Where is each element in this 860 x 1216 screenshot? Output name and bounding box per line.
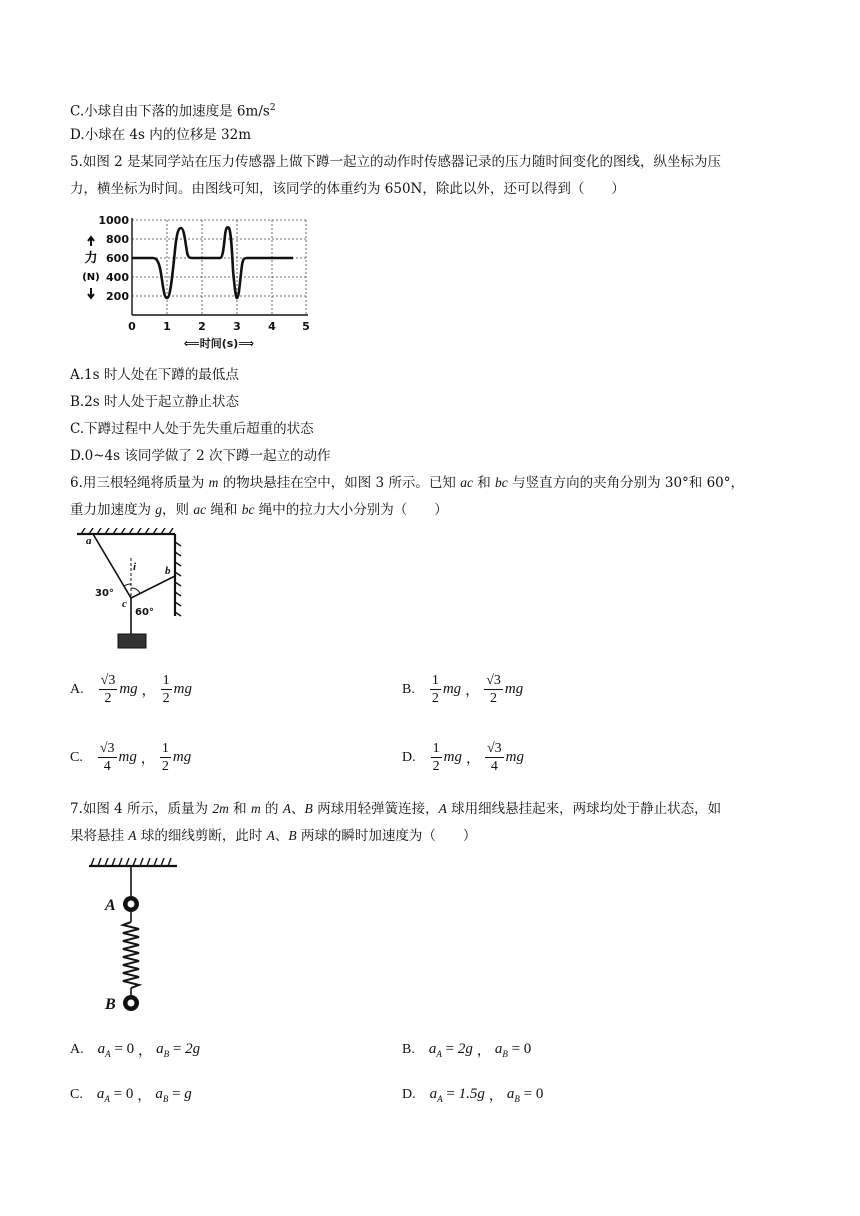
subscript-B: B xyxy=(162,1094,169,1104)
denominator: 4 xyxy=(103,759,111,774)
label-A: A xyxy=(105,897,116,914)
fraction-sqrt3-over-4: $\frac{√3}{4}$ xyxy=(99,741,115,774)
x-tick-label: 3 xyxy=(233,320,241,333)
separator: ， xyxy=(476,1043,491,1059)
var-A: A xyxy=(282,801,292,816)
subscript-A: A xyxy=(105,1049,111,1059)
q5-option-a: A.1s 时人处在下蹲的最低点 xyxy=(70,367,239,383)
text-run: 和 xyxy=(472,475,496,491)
label-b: b xyxy=(165,565,171,577)
separator: ， xyxy=(465,682,480,699)
option-label: B. xyxy=(402,681,415,697)
equals: = xyxy=(172,1086,181,1102)
label-i: i xyxy=(133,561,137,573)
equals: = xyxy=(523,1086,533,1102)
text-run: 和 xyxy=(228,801,251,817)
equals: = xyxy=(114,1041,123,1057)
value: 0 xyxy=(523,1041,532,1057)
x-tick-label: 5 xyxy=(302,320,310,333)
equals: = xyxy=(446,1086,455,1102)
y-tick-label: 1000 xyxy=(98,214,129,227)
y-axis-label xyxy=(82,237,100,298)
x-axis-label: ⟸时间(s)⟹ xyxy=(183,337,255,350)
var-bc: bc xyxy=(495,475,508,490)
var-a: a xyxy=(428,1041,437,1057)
force-curve xyxy=(132,227,293,298)
text-run: 重力加速度为 xyxy=(70,502,156,518)
fraction-1-over-2 xyxy=(431,740,442,775)
fraction-sqrt3-over-2: $\frac{√3}{2}$ xyxy=(100,673,116,706)
var-a: a xyxy=(506,1086,515,1102)
radicand: 3 xyxy=(107,741,115,756)
q6-stem-line1 xyxy=(70,473,744,493)
text-run: ，则 xyxy=(162,502,194,518)
q5-stem-line1: 5.如图 2 是某同学站在压力传感器上做下蹲一起立的动作时传感器记录的压力随时间变化的图线，纵坐标为压 xyxy=(70,154,722,170)
x-tick-label: 4 xyxy=(268,320,276,333)
spring xyxy=(123,922,139,988)
value: 0 xyxy=(535,1086,544,1102)
mg: mg xyxy=(119,681,138,697)
x-tick-label: 2 xyxy=(198,320,206,333)
var-A: A xyxy=(128,828,137,843)
graph-grid xyxy=(132,220,306,315)
mg: mg xyxy=(172,749,192,765)
var-A: A xyxy=(266,828,275,843)
label-B: B xyxy=(105,996,116,1013)
option-d-prev: D.小球在 4s 内的位移是 32m xyxy=(70,127,252,143)
fraction-1-over-2 xyxy=(160,740,171,775)
block xyxy=(118,634,146,648)
value: 2g xyxy=(457,1041,473,1057)
option-label: D. xyxy=(402,749,416,765)
ceiling-hatch xyxy=(91,858,171,866)
superscript: 2 xyxy=(269,103,276,113)
q7-option-a xyxy=(70,1040,200,1060)
text-run: 绳和 xyxy=(206,502,242,518)
equals: = xyxy=(445,1041,455,1057)
text-run: 的 xyxy=(260,801,283,817)
q7-stem-line2 xyxy=(70,826,476,846)
fraction-sqrt3-over-2: $\frac{√3}{2}$ xyxy=(486,673,501,706)
var-m: m xyxy=(208,475,219,490)
q7-stem-line1 xyxy=(70,799,721,819)
fraction-1-over-2 xyxy=(161,672,172,707)
subscript-B: B xyxy=(502,1049,508,1059)
separator: ， xyxy=(138,1043,153,1059)
fraction-1-over-2 xyxy=(430,672,441,707)
var-2m: 2m xyxy=(212,801,229,816)
numerator: 1 xyxy=(161,741,169,756)
option-label: A. xyxy=(70,1042,84,1057)
mg: mg xyxy=(173,681,192,697)
var-m: m xyxy=(250,801,261,816)
var-ac: ac xyxy=(460,475,473,490)
up-arrow-icon xyxy=(88,237,94,246)
var-B: B xyxy=(304,801,313,816)
y-tick-label: 200 xyxy=(106,290,129,303)
label-30-degree: 30° xyxy=(95,588,114,599)
text-run: 6.用三根轻绳将质量为 xyxy=(70,475,209,491)
text-run: 两球用轻弹簧连接， xyxy=(312,801,439,817)
subscript-A: A xyxy=(436,1049,442,1059)
y-tick-label: 600 xyxy=(106,252,129,265)
var-g: g xyxy=(155,502,163,517)
var-a: a xyxy=(429,1086,438,1102)
radicand: 3 xyxy=(494,741,502,756)
equals: = xyxy=(113,1086,123,1102)
figure-3-three-ropes xyxy=(75,528,190,658)
option-label: D. xyxy=(402,1087,416,1102)
q7-option-b xyxy=(402,1040,531,1060)
angle-arc-60 xyxy=(131,588,140,593)
text-run: 7.如图 4 所示，质量为 xyxy=(70,801,213,817)
var-B: B xyxy=(288,828,297,843)
text-run: 球用细线悬挂起来，两球均处于静止状态，如 xyxy=(446,801,722,817)
label-a: a xyxy=(86,535,92,547)
subscript-B: B xyxy=(514,1094,520,1104)
q7-option-c xyxy=(70,1085,192,1105)
var-a: a xyxy=(155,1086,163,1102)
var-a: a xyxy=(96,1086,105,1102)
x-tick-label: 1 xyxy=(163,320,171,333)
text-run: 果将悬挂 xyxy=(70,828,129,844)
denominator: 2 xyxy=(490,691,498,706)
option-c-prev-text: C.小球自由下落的加速度是 6m/s xyxy=(70,103,270,120)
denominator: 2 xyxy=(161,759,169,774)
fraction-sqrt3-over-4: $\frac{√3}{4}$ xyxy=(486,741,502,774)
mg: mg xyxy=(442,681,462,697)
separator: ， xyxy=(140,750,155,767)
separator: ， xyxy=(465,750,480,767)
subscript-A: A xyxy=(437,1094,443,1104)
value: g xyxy=(184,1086,192,1102)
q5-stem-line2: 力，横坐标为时间。由图线可知，该同学的体重约为 650N，除此以外，还可以得到（ ） xyxy=(70,181,625,197)
radicand: 3 xyxy=(493,673,501,688)
mg: mg xyxy=(443,749,462,765)
denominator: 4 xyxy=(490,759,498,774)
y-label-char: 力 xyxy=(84,251,98,266)
numerator: 1 xyxy=(162,673,170,688)
option-label: C. xyxy=(70,1087,83,1102)
x-tick-label: 0 xyxy=(128,320,136,333)
y-tick-label: 400 xyxy=(106,271,129,284)
q5-option-d: D.0~4s 该同学做了 2 次下蹲一起立的动作 xyxy=(70,448,331,464)
y-tick-label: 800 xyxy=(106,233,129,246)
q6-option-a xyxy=(70,672,192,707)
equals: = xyxy=(172,1041,182,1057)
q6-stem-line2 xyxy=(70,500,448,520)
option-label: B. xyxy=(402,1042,415,1057)
q6-option-c xyxy=(70,740,191,775)
label-c: c xyxy=(122,598,127,610)
text-run: 的物块悬挂在空中，如图 3 所示。已知 xyxy=(218,475,461,491)
denominator: 2 xyxy=(432,759,440,774)
value: 1.5g xyxy=(458,1086,485,1102)
mg: mg xyxy=(504,681,524,697)
text-run: 球的细线剪断，此时 xyxy=(136,828,267,844)
numerator: 1 xyxy=(431,673,439,688)
separator: ， xyxy=(141,682,156,699)
var-A: A xyxy=(438,801,447,816)
var-a: a xyxy=(97,1041,106,1057)
var-a: a xyxy=(494,1041,503,1057)
angle-arc-30 xyxy=(124,584,131,586)
q7-option-d xyxy=(402,1085,543,1105)
subscript-A: A xyxy=(104,1094,110,1104)
mg: mg xyxy=(118,749,137,765)
var-bc: bc xyxy=(241,502,255,517)
text-run: 、 xyxy=(291,801,305,817)
figure-2-force-time-graph xyxy=(80,210,320,355)
text-run: 两球的瞬时加速度为（ ） xyxy=(296,828,477,844)
q5-option-c: C.下蹲过程中人处于先失重后超重的状态 xyxy=(70,421,314,437)
option-c-prev xyxy=(70,98,276,122)
text-run: 绳中的拉力大小分别为（ ） xyxy=(254,502,448,518)
var-a: a xyxy=(156,1041,164,1057)
q6-option-b xyxy=(402,672,523,707)
text-run: 、 xyxy=(274,828,289,844)
numerator: 1 xyxy=(432,741,440,756)
denominator: 2 xyxy=(162,691,170,706)
denominator: 2 xyxy=(104,691,112,706)
y-label-unit: (N) xyxy=(82,272,100,283)
text-run: 与竖直方向的夹角分别为 30°和 60°， xyxy=(507,475,745,491)
down-arrow-icon xyxy=(88,288,94,298)
q5-option-b: B.2s 时人处于起立静止状态 xyxy=(70,394,240,410)
rope-bc xyxy=(131,576,175,598)
q6-option-d xyxy=(402,740,524,775)
figure-4-spring-balls xyxy=(85,852,185,1017)
label-60-degree: 60° xyxy=(135,607,154,618)
radicand: 3 xyxy=(108,673,116,688)
value: 0 xyxy=(126,1041,135,1057)
separator: ， xyxy=(137,1088,152,1104)
subscript-B: B xyxy=(163,1049,170,1059)
option-label: A. xyxy=(70,681,84,697)
value: 2g xyxy=(185,1041,201,1057)
var-ac: ac xyxy=(193,502,207,517)
option-label: C. xyxy=(70,749,83,765)
mg: mg xyxy=(505,749,524,765)
equals: = xyxy=(511,1041,521,1057)
denominator: 2 xyxy=(431,691,439,706)
separator: ， xyxy=(488,1088,503,1104)
value: 0 xyxy=(125,1086,134,1102)
